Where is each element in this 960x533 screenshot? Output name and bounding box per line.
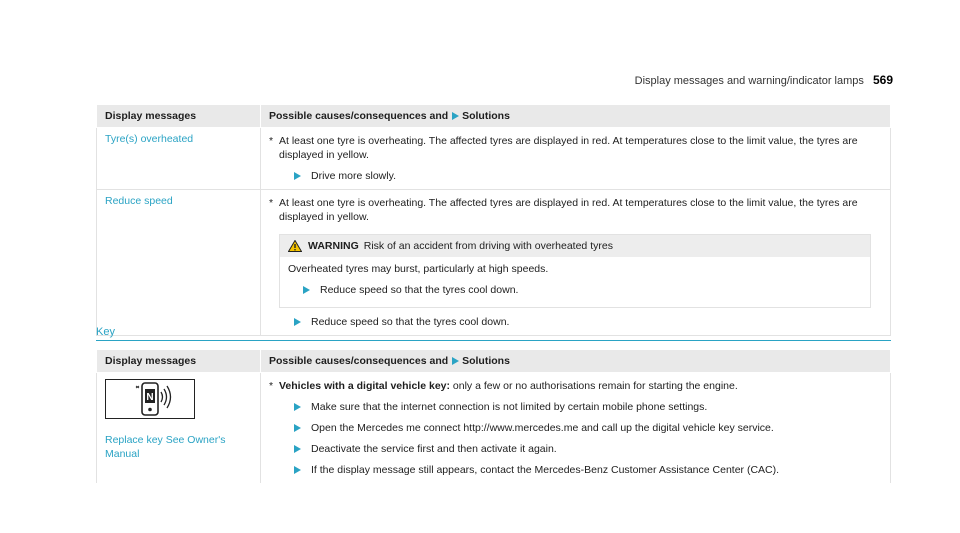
cause-text: only a few or no authorisations remain for starting the engine. <box>452 380 738 392</box>
col-header-causes-text: Possible causes/consequences and <box>269 110 449 122</box>
cause-item: * At least one tyre is overheating. The affected tyres are displayed in red. At temperatures close to the limit value, the tyres are displayed in yellow. <box>269 134 882 162</box>
warning-title: Risk of an accident from driving with overheated tyres <box>363 240 613 252</box>
warning-text: Overheated tyres may burst, particularly at high speeds. <box>288 263 549 275</box>
message-link[interactable]: Reduce speed <box>105 195 173 207</box>
solution-text: Reduce speed so that the tyres cool down. <box>311 316 510 328</box>
warning-label: WARNING <box>308 240 359 252</box>
key-section-title: Key <box>96 326 115 338</box>
solution-text: Make sure that the internet connection is not limited by certain mobile phone settings. <box>311 401 708 413</box>
solution-text: Deactivate the service first and then activate it again. <box>311 443 557 455</box>
table-row <box>97 190 891 336</box>
cause-text: At least one tyre is overheating. The affected tyres are displayed in red. At temperatures close to the limit value, the tyres are displayed in yellow. <box>279 197 858 223</box>
message-cell <box>97 373 261 484</box>
page-number: 569 <box>872 73 893 87</box>
warning-body <box>280 257 870 307</box>
arrow-icon <box>452 357 459 365</box>
display-messages-table-2 <box>96 349 891 483</box>
warning-header <box>280 235 870 257</box>
cause-cell <box>261 190 891 336</box>
arrow-icon <box>294 403 301 411</box>
digital-key-phone-icon <box>105 379 195 419</box>
arrow-icon <box>303 286 310 294</box>
warning-triangle-icon <box>288 240 302 252</box>
arrow-icon <box>452 112 459 120</box>
arrow-icon <box>294 172 301 180</box>
warning-solution <box>288 283 862 297</box>
solution-item <box>269 169 882 183</box>
arrow-icon <box>294 318 301 326</box>
warning-box <box>279 234 871 308</box>
col-header-display-messages: Display messages <box>97 105 261 128</box>
arrow-icon <box>294 466 301 474</box>
svg-text:N: N <box>146 392 154 403</box>
col-header-solutions-text: Solutions <box>462 355 510 367</box>
col-header-causes <box>261 350 891 373</box>
page-header <box>635 73 893 87</box>
cause-bold: Vehicles with a digital vehicle key: <box>279 380 450 392</box>
cause-item: * At least one tyre is overheating. The affected tyres are displayed in red. At temperatures close to the limit value, the tyres are displayed in yellow. <box>269 196 882 224</box>
display-messages-table-1 <box>96 104 891 336</box>
table-row <box>97 373 891 484</box>
section-title: Display messages and warning/indicator lamps <box>634 75 864 87</box>
col-header-causes-text: Possible causes/consequences and <box>269 355 449 367</box>
key-divider <box>96 340 891 341</box>
phone-key-icon <box>106 380 194 418</box>
solution-item <box>269 400 882 414</box>
cause-cell <box>261 128 891 190</box>
arrow-icon <box>294 424 301 432</box>
cause-item: * Vehicles with a digital vehicle key: only a few or no authorisations remain for starting the engine. <box>269 380 738 392</box>
message-link[interactable]: Tyre(s) overheated <box>105 133 194 145</box>
message-link[interactable]: Replace key See Owner's Manual <box>105 434 226 460</box>
table-row <box>97 128 891 190</box>
solution-item <box>269 315 882 329</box>
solution-text: Drive more slowly. <box>311 170 396 182</box>
table-header-row <box>97 350 891 373</box>
arrow-icon <box>294 445 301 453</box>
col-header-causes <box>261 105 891 128</box>
cause-text: At least one tyre is overheating. The affected tyres are displayed in red. At temperatures close to the limit value, the tyres are displayed in yellow. <box>279 135 858 161</box>
col-header-display-messages: Display messages <box>97 350 261 373</box>
warning-solution-text: Reduce speed so that the tyres cool down. <box>320 284 519 296</box>
message-cell <box>97 190 261 336</box>
solution-text: If the display message still appears, contact the Mercedes-Benz Customer Assistance Center (CAC). <box>311 464 780 476</box>
cause-cell <box>261 373 891 484</box>
message-cell <box>97 128 261 190</box>
table-header-row <box>97 105 891 128</box>
solution-item <box>269 463 882 477</box>
solution-text: Open the Mercedes me connect http://www.mercedes.me and call up the digital vehicle key service. <box>311 422 774 434</box>
solution-item <box>269 442 882 456</box>
solution-item <box>269 421 882 435</box>
col-header-solutions-text: Solutions <box>462 110 510 122</box>
